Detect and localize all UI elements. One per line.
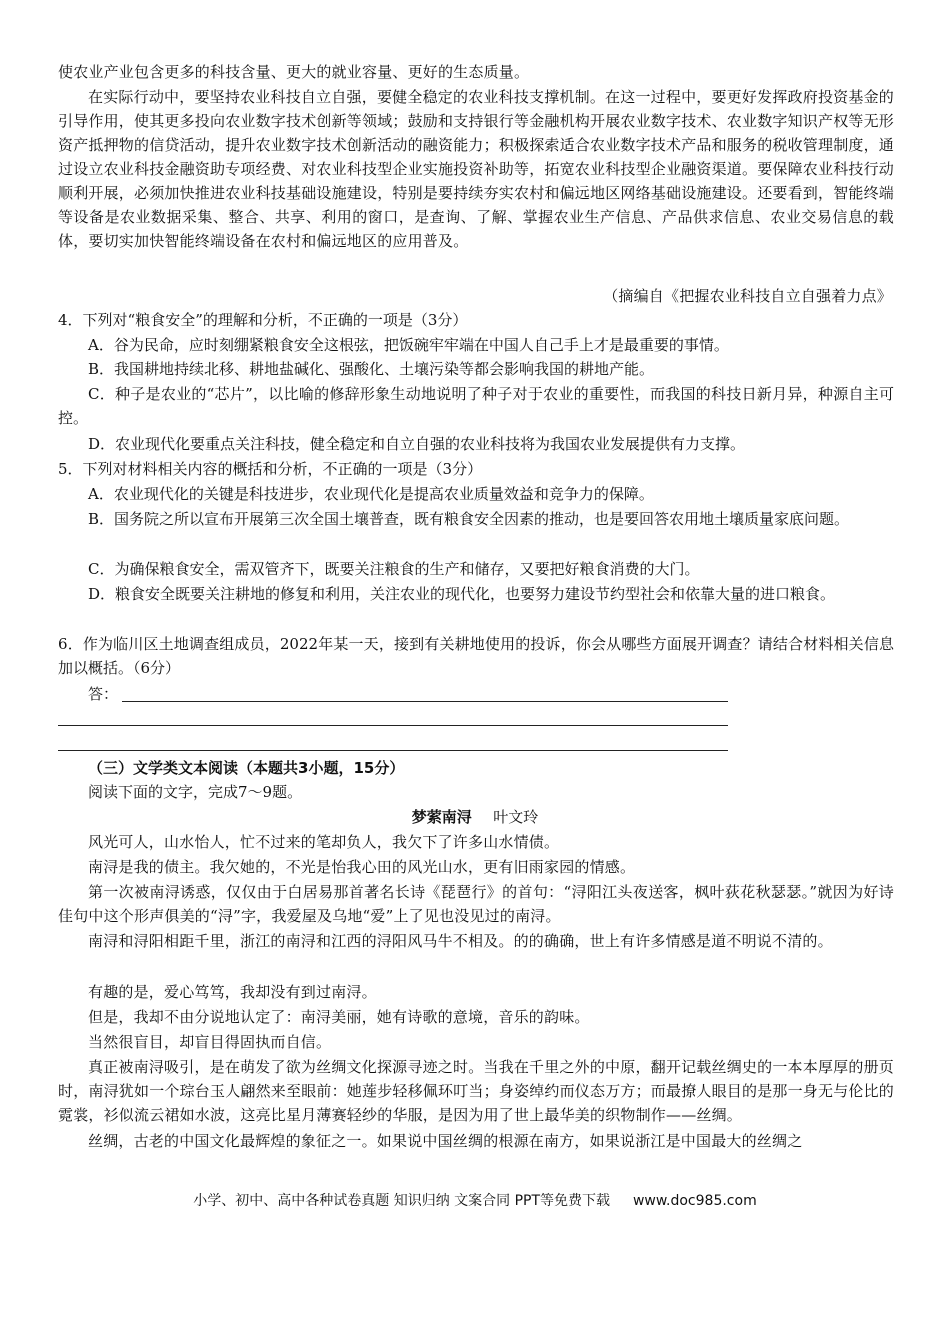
passage-paragraph: 在实际行动中，要坚持农业科技自立自强，要健全稳定的农业科技支撑机制。在这一过程中，要更好发挥政府投资基金的引导作用，使其更多投向农业数字技术创新等领域；鼓励和支持银行等金融机构开展农业数字技术、农业数字知识产权等无形资产抵押物的信贷活动，提升农业数字技术创新活动的融资能力；积极探索适合农业数字技术产品和服务的税收管理制度，通过设立农业科技金融资助专项经费、对农业科技型企业实施投资补助等，拓宽农业科技型企业融资渠道。要保障农业科技行动顺利开展，必须加快推进农业科技基础设施建设，特别是要持续夯实农村和偏远地区网络基础设施建设。还要看到，智能终端等设备是农业数据采集、整合、共享、利用的窗口，是查询、了解、掌握农业生产信息、产品供求信息、农业交易信息的载体，要切实加快智能终端设备在农村和偏远地区的应用普及。 bbox=[58, 88, 895, 250]
question-6-stem: 6．作为临川区土地调查组成员，2022年某一天，接到有关耕地使用的投诉，你会从哪些方面展开调查？请结合材料相关信息加以概括。（6分） bbox=[58, 635, 894, 677]
story-paragraph: 南浔和浔阳相距千里，浙江的南浔和江西的浔阳风马牛不相及。的的确确，世上有许多情感是道不明说不清的。 bbox=[88, 932, 833, 950]
section-instruction: 阅读下面的文字，完成7～9题。 bbox=[88, 783, 303, 801]
story-paragraph: 第一次被南浔诱惑，仅仅由于白居易那首著名长诗《琵琶行》的首句：“浔阳江头夜送客，枫叶荻花秋瑟瑟。”就因为好诗佳句中这个形声俱美的“浔”字，我爱屋及乌地“爱”上了见也没见过的南浔。 bbox=[58, 883, 894, 925]
answer-line[interactable] bbox=[58, 725, 728, 726]
footer-site-link[interactable]: www.doc985.com bbox=[632, 1193, 757, 1209]
passage-paragraph: 使农业产业包含更多的科技含量、更大的就业容量、更好的生态质量。 bbox=[58, 63, 530, 81]
question-5-option-d: D．粮食安全既要关注耕地的修复和利用，关注农业的现代化，也要努力建设节约型社会和依靠大量的进口粮食。 bbox=[88, 585, 836, 603]
story-title: 梦萦南浔 bbox=[411, 808, 472, 826]
story-paragraph: 南浔是我的债主。我欠她的，不光是怡我心田的风光山水，更有旧雨家园的情感。 bbox=[88, 858, 636, 876]
question-4-option-b: B．我国耕地持续北移、耕地盐碱化、强酸化、土壤污染等都会影响我国的耕地产能。 bbox=[88, 360, 655, 378]
footer-text: 小学、初中、高中各种试卷真题 知识归纳 文案合同 PPT等免费下载 bbox=[193, 1193, 611, 1209]
question-5-option-c: C．为确保粮食安全，需双管齐下，既要关注粮食的生产和储存，又要把好粮食消费的大门。 bbox=[88, 560, 700, 578]
story-paragraph: 风光可人，山水怡人，忙不过来的笔却负人，我欠下了许多山水情债。 bbox=[88, 833, 560, 851]
story-paragraph: 当然很盲目，却盲目得固执而自信。 bbox=[88, 1033, 332, 1051]
page-footer bbox=[0, 1190, 950, 1212]
story-paragraph: 真正被南浔吸引，是在萌发了欲为丝绸文化探源寻迹之时。当我在千里之外的中原，翻开记载丝绸史的一本本厚厚的册页时，南浔犹如一个琮台玉人翩然来至眼前：她莲步轻移佩环叮当；身姿绰约而仪态万方；而最撩人眼目的是那一身无与伦比的霓裳，衫似流云裙如水波，这亮比星月薄赛轻纱的华服，是因为用了世上最华美的织物制作——丝绸。 bbox=[58, 1058, 895, 1124]
question-5-option-b: B．国务院之所以宣布开展第三次全国土壤普查，既有粮食安全因素的推动，也是要回答农用地土壤质量家底问题。 bbox=[88, 510, 850, 528]
question-4-option-c: C．种子是农业的“芯片”，以比喻的修辞形象生动地说明了种子对于农业的重要性，而我国的科技日新月异，种源自主可控。 bbox=[58, 385, 894, 427]
question-5-stem: 5．下列对材料相关内容的概括和分析，不正确的一项是（3分） bbox=[58, 460, 483, 478]
story-author: 叶文玲 bbox=[493, 808, 539, 826]
question-4-option-a: A．谷为民命，应时刻绷紧粮食安全这根弦，把饭碗牢牢端在中国人自己手上才是最重要的事情。 bbox=[88, 336, 729, 354]
question-4-stem: 4．下列对“粮食安全”的理解和分析，不正确的一项是（3分） bbox=[58, 311, 468, 329]
story-paragraph: 但是，我却不由分说地认定了：南浔美丽，她有诗歌的意境，音乐的韵味。 bbox=[88, 1008, 590, 1026]
story-paragraph: 有趣的是，爱心笃笃，我却没有到过南浔。 bbox=[88, 983, 377, 1001]
question-5-option-a: A．农业现代化的关键是科技进步，农业现代化是提高农业质量效益和竞争力的保障。 bbox=[88, 485, 654, 503]
question-4-option-d: D．农业现代化要重点关注科技，健全稳定和自立自强的农业科技将为我国农业发展提供有力支撑。 bbox=[88, 435, 746, 453]
section-heading: （三）文学类文本阅读（本题共3小题，15分） bbox=[88, 759, 405, 777]
answer-label: 答： bbox=[88, 685, 119, 703]
answer-line[interactable] bbox=[58, 750, 728, 751]
story-paragraph: 丝绸，古老的中国文化最辉煌的象征之一。如果说中国丝绸的根源在南方，如果说浙江是中国最大的丝绸之 bbox=[88, 1132, 803, 1150]
story-title-row bbox=[0, 805, 950, 829]
passage-source: （摘编自《把握农业科技自立自强着力点》 bbox=[603, 287, 892, 305]
answer-line[interactable] bbox=[122, 701, 728, 702]
